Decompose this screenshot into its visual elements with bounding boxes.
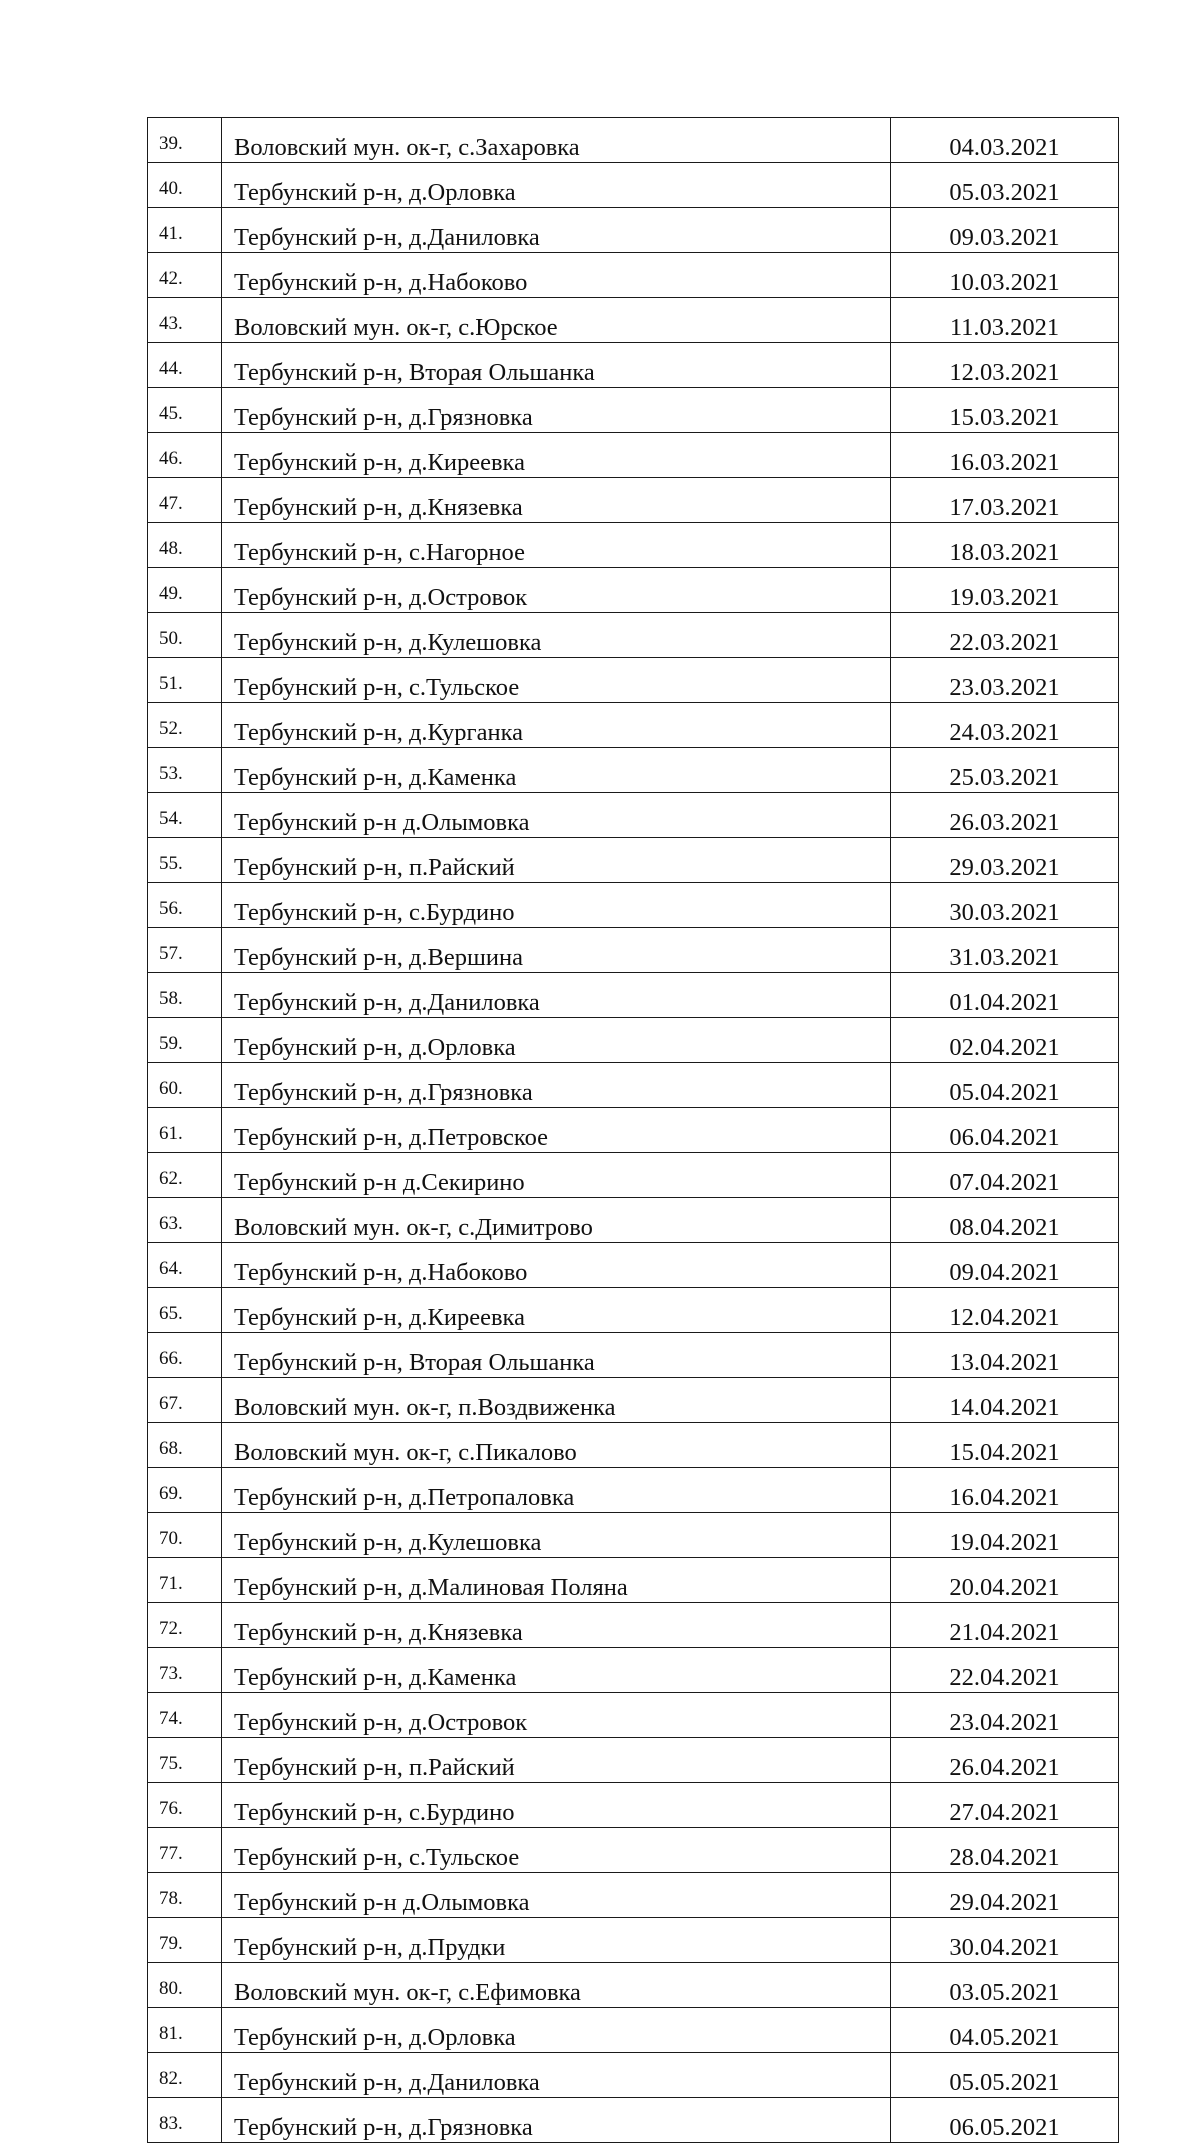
location-cell: Тербунский р-н д.Олымовка bbox=[222, 793, 891, 838]
date-cell: 30.04.2021 bbox=[891, 1918, 1119, 1963]
table-row bbox=[148, 2098, 1119, 2143]
row-number: 70. bbox=[148, 1513, 222, 1558]
date-cell: 19.03.2021 bbox=[891, 568, 1119, 613]
table-row bbox=[148, 658, 1119, 703]
location-cell: Тербунский р-н, д.Князевка bbox=[222, 1603, 891, 1648]
table-row bbox=[148, 973, 1119, 1018]
date-cell: 11.03.2021 bbox=[891, 298, 1119, 343]
table-row bbox=[148, 1243, 1119, 1288]
row-number: 50. bbox=[148, 613, 222, 658]
date-cell: 09.03.2021 bbox=[891, 208, 1119, 253]
row-number: 53. bbox=[148, 748, 222, 793]
location-cell: Тербунский р-н, д.Орловка bbox=[222, 1018, 891, 1063]
location-cell: Тербунский р-н, с.Бурдино bbox=[222, 883, 891, 928]
table-row bbox=[148, 1288, 1119, 1333]
row-number: 68. bbox=[148, 1423, 222, 1468]
date-cell: 01.04.2021 bbox=[891, 973, 1119, 1018]
location-cell: Воловский мун. ок-г, с.Димитрово bbox=[222, 1198, 891, 1243]
location-cell: Тербунский р-н, д.Даниловка bbox=[222, 208, 891, 253]
location-cell: Тербунский р-н, д.Островок bbox=[222, 568, 891, 613]
table-row bbox=[148, 1783, 1119, 1828]
date-cell: 08.04.2021 bbox=[891, 1198, 1119, 1243]
date-cell: 05.03.2021 bbox=[891, 163, 1119, 208]
location-cell: Тербунский р-н, п.Райский bbox=[222, 838, 891, 883]
row-number: 76. bbox=[148, 1783, 222, 1828]
table-row bbox=[148, 118, 1119, 163]
location-cell: Тербунский р-н, Вторая Ольшанка bbox=[222, 343, 891, 388]
table-row bbox=[148, 343, 1119, 388]
table-row bbox=[148, 1558, 1119, 1603]
row-number: 48. bbox=[148, 523, 222, 568]
table-row bbox=[148, 163, 1119, 208]
location-cell: Тербунский р-н, с.Тульское bbox=[222, 658, 891, 703]
table-row bbox=[148, 568, 1119, 613]
row-number: 46. bbox=[148, 433, 222, 478]
location-cell: Тербунский р-н, д.Каменка bbox=[222, 748, 891, 793]
date-cell: 19.04.2021 bbox=[891, 1513, 1119, 1558]
table-row bbox=[148, 1918, 1119, 1963]
location-cell: Тербунский р-н, д.Грязновка bbox=[222, 388, 891, 433]
location-cell: Тербунский р-н, д.Орловка bbox=[222, 163, 891, 208]
row-number: 63. bbox=[148, 1198, 222, 1243]
table-row bbox=[148, 253, 1119, 298]
date-cell: 05.04.2021 bbox=[891, 1063, 1119, 1108]
row-number: 42. bbox=[148, 253, 222, 298]
date-cell: 29.04.2021 bbox=[891, 1873, 1119, 1918]
date-cell: 22.04.2021 bbox=[891, 1648, 1119, 1693]
row-number: 52. bbox=[148, 703, 222, 748]
row-number: 59. bbox=[148, 1018, 222, 1063]
date-cell: 31.03.2021 bbox=[891, 928, 1119, 973]
table-row bbox=[148, 703, 1119, 748]
row-number: 72. bbox=[148, 1603, 222, 1648]
schedule-table bbox=[147, 117, 1119, 2143]
date-cell: 14.04.2021 bbox=[891, 1378, 1119, 1423]
table-row bbox=[148, 1063, 1119, 1108]
table-row bbox=[148, 1648, 1119, 1693]
location-cell: Воловский мун. ок-г, с.Захаровка bbox=[222, 118, 891, 163]
date-cell: 24.03.2021 bbox=[891, 703, 1119, 748]
location-cell: Тербунский р-н д.Олымовка bbox=[222, 1873, 891, 1918]
row-number: 67. bbox=[148, 1378, 222, 1423]
date-cell: 05.05.2021 bbox=[891, 2053, 1119, 2098]
row-number: 66. bbox=[148, 1333, 222, 1378]
location-cell: Тербунский р-н, д.Киреевка bbox=[222, 433, 891, 478]
row-number: 58. bbox=[148, 973, 222, 1018]
location-cell: Тербунский р-н, д.Петропаловка bbox=[222, 1468, 891, 1513]
table-row bbox=[148, 1693, 1119, 1738]
date-cell: 10.03.2021 bbox=[891, 253, 1119, 298]
date-cell: 15.03.2021 bbox=[891, 388, 1119, 433]
date-cell: 04.03.2021 bbox=[891, 118, 1119, 163]
table-row bbox=[148, 388, 1119, 433]
location-cell: Воловский мун. ок-г, с.Пикалово bbox=[222, 1423, 891, 1468]
date-cell: 22.03.2021 bbox=[891, 613, 1119, 658]
table-row bbox=[148, 2008, 1119, 2053]
table-row bbox=[148, 478, 1119, 523]
location-cell: Тербунский р-н, с.Тульское bbox=[222, 1828, 891, 1873]
table-row bbox=[148, 1198, 1119, 1243]
row-number: 69. bbox=[148, 1468, 222, 1513]
location-cell: Тербунский р-н д.Секирино bbox=[222, 1153, 891, 1198]
date-cell: 17.03.2021 bbox=[891, 478, 1119, 523]
location-cell: Тербунский р-н, д.Орловка bbox=[222, 2008, 891, 2053]
table-row bbox=[148, 298, 1119, 343]
row-number: 74. bbox=[148, 1693, 222, 1738]
row-number: 78. bbox=[148, 1873, 222, 1918]
date-cell: 28.04.2021 bbox=[891, 1828, 1119, 1873]
table-row bbox=[148, 1108, 1119, 1153]
date-cell: 23.03.2021 bbox=[891, 658, 1119, 703]
table-row bbox=[148, 1738, 1119, 1783]
table-row bbox=[148, 1423, 1119, 1468]
date-cell: 04.05.2021 bbox=[891, 2008, 1119, 2053]
date-cell: 02.04.2021 bbox=[891, 1018, 1119, 1063]
date-cell: 06.05.2021 bbox=[891, 2098, 1119, 2143]
table-row bbox=[148, 1468, 1119, 1513]
schedule-table-body bbox=[148, 118, 1119, 2143]
date-cell: 26.04.2021 bbox=[891, 1738, 1119, 1783]
location-cell: Тербунский р-н, д.Кулешовка bbox=[222, 1513, 891, 1558]
date-cell: 27.04.2021 bbox=[891, 1783, 1119, 1828]
row-number: 75. bbox=[148, 1738, 222, 1783]
row-number: 51. bbox=[148, 658, 222, 703]
row-number: 80. bbox=[148, 1963, 222, 2008]
table-row bbox=[148, 793, 1119, 838]
row-number: 60. bbox=[148, 1063, 222, 1108]
location-cell: Тербунский р-н, д.Князевка bbox=[222, 478, 891, 523]
row-number: 81. bbox=[148, 2008, 222, 2053]
table-row bbox=[148, 613, 1119, 658]
date-cell: 09.04.2021 bbox=[891, 1243, 1119, 1288]
date-cell: 16.04.2021 bbox=[891, 1468, 1119, 1513]
table-row bbox=[148, 748, 1119, 793]
location-cell: Воловский мун. ок-г, с.Ефимовка bbox=[222, 1963, 891, 2008]
table-row bbox=[148, 1378, 1119, 1423]
date-cell: 06.04.2021 bbox=[891, 1108, 1119, 1153]
table-row bbox=[148, 2053, 1119, 2098]
location-cell: Тербунский р-н, д.Грязновка bbox=[222, 2098, 891, 2143]
table-row bbox=[148, 1018, 1119, 1063]
location-cell: Тербунский р-н, п.Райский bbox=[222, 1738, 891, 1783]
row-number: 73. bbox=[148, 1648, 222, 1693]
location-cell: Тербунский р-н, д.Киреевка bbox=[222, 1288, 891, 1333]
date-cell: 29.03.2021 bbox=[891, 838, 1119, 883]
date-cell: 16.03.2021 bbox=[891, 433, 1119, 478]
table-row bbox=[148, 1828, 1119, 1873]
date-cell: 20.04.2021 bbox=[891, 1558, 1119, 1603]
row-number: 47. bbox=[148, 478, 222, 523]
row-number: 62. bbox=[148, 1153, 222, 1198]
date-cell: 15.04.2021 bbox=[891, 1423, 1119, 1468]
table-row bbox=[148, 1963, 1119, 2008]
location-cell: Тербунский р-н, д.Даниловка bbox=[222, 973, 891, 1018]
location-cell: Тербунский р-н, д.Набоково bbox=[222, 253, 891, 298]
location-cell: Тербунский р-н, д.Кулешовка bbox=[222, 613, 891, 658]
row-number: 45. bbox=[148, 388, 222, 433]
row-number: 49. bbox=[148, 568, 222, 613]
location-cell: Тербунский р-н, д.Островок bbox=[222, 1693, 891, 1738]
date-cell: 23.04.2021 bbox=[891, 1693, 1119, 1738]
location-cell: Тербунский р-н, д.Набоково bbox=[222, 1243, 891, 1288]
table-row bbox=[148, 1513, 1119, 1558]
location-cell: Тербунский р-н, д.Грязновка bbox=[222, 1063, 891, 1108]
table-row bbox=[148, 1333, 1119, 1378]
location-cell: Тербунский р-н, д.Малиновая Поляна bbox=[222, 1558, 891, 1603]
table-row bbox=[148, 523, 1119, 568]
date-cell: 03.05.2021 bbox=[891, 1963, 1119, 2008]
row-number: 79. bbox=[148, 1918, 222, 1963]
row-number: 54. bbox=[148, 793, 222, 838]
table-row bbox=[148, 433, 1119, 478]
row-number: 71. bbox=[148, 1558, 222, 1603]
row-number: 64. bbox=[148, 1243, 222, 1288]
row-number: 40. bbox=[148, 163, 222, 208]
location-cell: Тербунский р-н, с.Нагорное bbox=[222, 523, 891, 568]
table-row bbox=[148, 1153, 1119, 1198]
table-row bbox=[148, 1873, 1119, 1918]
row-number: 83. bbox=[148, 2098, 222, 2143]
location-cell: Воловский мун. ок-г, с.Юрское bbox=[222, 298, 891, 343]
location-cell: Тербунский р-н, д.Даниловка bbox=[222, 2053, 891, 2098]
row-number: 41. bbox=[148, 208, 222, 253]
location-cell: Тербунский р-н, Вторая Ольшанка bbox=[222, 1333, 891, 1378]
table-row bbox=[148, 883, 1119, 928]
table-row bbox=[148, 1603, 1119, 1648]
row-number: 39. bbox=[148, 118, 222, 163]
row-number: 61. bbox=[148, 1108, 222, 1153]
location-cell: Воловский мун. ок-г, п.Воздвиженка bbox=[222, 1378, 891, 1423]
date-cell: 13.04.2021 bbox=[891, 1333, 1119, 1378]
table-row bbox=[148, 928, 1119, 973]
location-cell: Тербунский р-н, д.Вершина bbox=[222, 928, 891, 973]
date-cell: 12.03.2021 bbox=[891, 343, 1119, 388]
date-cell: 18.03.2021 bbox=[891, 523, 1119, 568]
location-cell: Тербунский р-н, д.Каменка bbox=[222, 1648, 891, 1693]
date-cell: 25.03.2021 bbox=[891, 748, 1119, 793]
table-row bbox=[148, 838, 1119, 883]
date-cell: 21.04.2021 bbox=[891, 1603, 1119, 1648]
row-number: 43. bbox=[148, 298, 222, 343]
row-number: 57. bbox=[148, 928, 222, 973]
date-cell: 12.04.2021 bbox=[891, 1288, 1119, 1333]
location-cell: Тербунский р-н, с.Бурдино bbox=[222, 1783, 891, 1828]
location-cell: Тербунский р-н, д.Прудки bbox=[222, 1918, 891, 1963]
date-cell: 30.03.2021 bbox=[891, 883, 1119, 928]
row-number: 55. bbox=[148, 838, 222, 883]
row-number: 82. bbox=[148, 2053, 222, 2098]
row-number: 77. bbox=[148, 1828, 222, 1873]
row-number: 65. bbox=[148, 1288, 222, 1333]
row-number: 44. bbox=[148, 343, 222, 388]
row-number: 56. bbox=[148, 883, 222, 928]
date-cell: 07.04.2021 bbox=[891, 1153, 1119, 1198]
location-cell: Тербунский р-н, д.Петровское bbox=[222, 1108, 891, 1153]
date-cell: 26.03.2021 bbox=[891, 793, 1119, 838]
location-cell: Тербунский р-н, д.Курганка bbox=[222, 703, 891, 748]
table-row bbox=[148, 208, 1119, 253]
